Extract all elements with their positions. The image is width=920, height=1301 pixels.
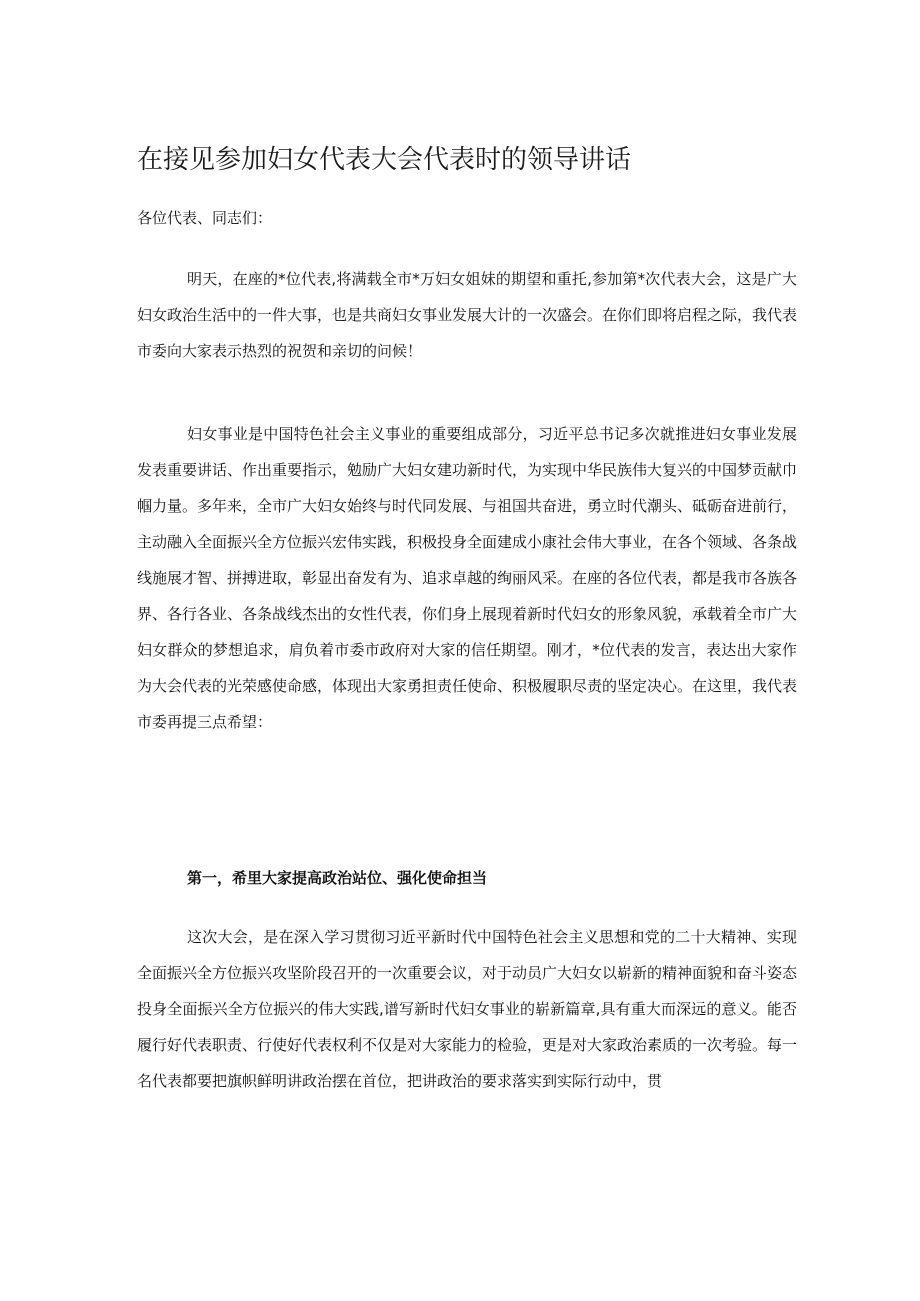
- document-title: 在接见参加妇女代表大会代表时的领导讲话: [137, 145, 632, 175]
- paragraph-opening: 明天，在座的*位代表,将满载全市*万妇女姐妹的期望和重托,参加第*次代表大会，这是广大妇女政治生活中的一件大事，也是共商妇女事业发展大计的一次盛会。在你们即将启程之际，我代表市委向大家表示热烈的祝贺和亲切的问候！: [137, 270, 798, 360]
- paragraph-conference: 这次大会，是在深入学习贯彻习近平新时代中国特色社会主义思想和党的二十大精神、实现全面振兴全方位振兴攻坚阶段召开的一次重要会议，对于动员广大妇女以崭新的精神面貌和奋斗姿态投身全面振兴全方位振兴的伟大实践,谱写新时代妇女事业的崭新篇章,具有重大而深远的意义。能否履行好代表职责、行使好代表权利不仅是对大家能力的检验，更是对大家政治素质的一次考验。每一名代表都要把旗帜鲜明讲政治摆在首位，把讲政治的要求落实到实际行动中，贯: [137, 928, 798, 1090]
- salutation: 各位代表、同志们：: [137, 209, 273, 227]
- paragraph-womens-cause: 妇女事业是中国特色社会主义事业的重要组成部分，习近平总书记多次就推进妇女事业发展发表重要讲话、作出重要指示，勉励广大妇女建功新时代，为实现中华民族伟大复兴的中国梦贡献巾帼力量。多年来，全市广大妇女始终与时代同发展、与祖国共奋进，勇立时代潮头、砥砺奋进前行，主动融入全面振兴全方位振兴宏伟实践，积极投身全面建成小康社会伟大事业，在各个领域、各条战线施展才智、拼搏进取，彰显出奋发有为、追求卓越的绚丽风采。在座的各位代表，都是我市各族各界、各行各业、各条战线杰出的女性代表，你们身上展现着新时代妇女的形象风貌，承载着全市广大妇女群众的梦想追求，肩负着市委市政府对大家的信任期望。刚才，*位代表的发言，表达出大家作为大会代表的光荣感使命感，体现出大家勇担责任使命、积极履职尽责的坚定决心。在这里，我代表市委再提三点希望：: [137, 425, 798, 731]
- section-heading-first: 第一，希里大家提高政治站位、强化使命担当: [187, 869, 488, 887]
